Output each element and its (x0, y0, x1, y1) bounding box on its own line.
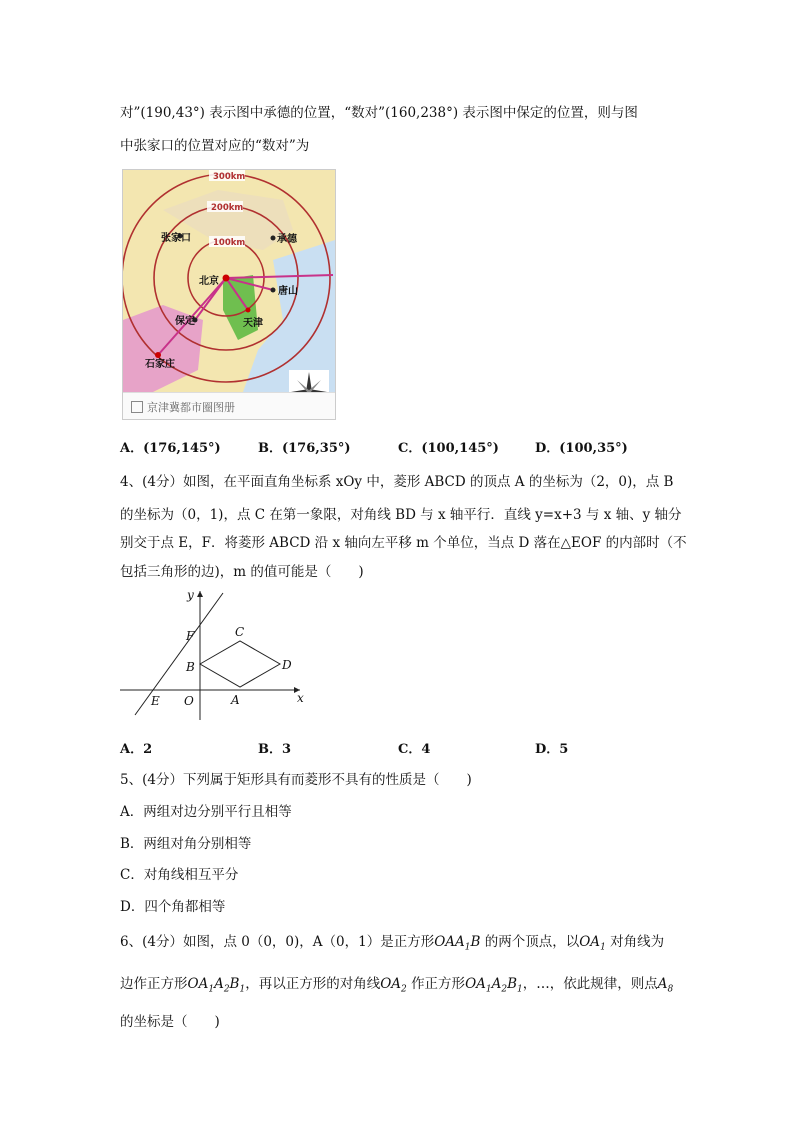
q6-line-1 (120, 930, 664, 953)
q6-line-2-d: ，…，依此规律，则点 (522, 976, 658, 992)
point-e-label: E (151, 694, 160, 708)
map-label-tianjin: 天津 (243, 318, 263, 329)
q4-line-3: 别交于点 E，F．将菱形 ABCD 沿 x 轴向左平移 m 个单位，当点 D 落在△EOF 的内部时（不 (120, 535, 687, 551)
map-drawing (123, 170, 335, 392)
q6-line-2-c: 作正方形 (411, 976, 466, 992)
math-oa1: $OA_1$ (579, 934, 606, 953)
map-label-chengde: 承德 (277, 234, 297, 245)
q5-stem: 5、(4分）下列属于矩形具有而菱形不具有的性质是（ ) (120, 772, 472, 788)
math-a8: $A_8$ (657, 976, 674, 995)
q3-line-2: 中张家口的位置对应的“数对”为 (120, 138, 310, 154)
q4-option-d: D．5 (535, 742, 569, 757)
map-label-beijing: 北京 (199, 276, 219, 287)
map-label-shijiazhuang: 石家庄 (145, 359, 175, 370)
map-caption-bar (123, 392, 335, 420)
q5-option-b: B．两组对角分别相等 (120, 836, 252, 852)
point-a-label: A (231, 693, 240, 707)
map-label-200km: 200km (211, 203, 244, 213)
q6-line-3: 的坐标是（ ) (120, 1014, 220, 1030)
q6-line-1-b: 的两个顶点，以 (484, 934, 580, 950)
gallery-icon (131, 401, 143, 413)
q3-option-b: B．(176,35°) (258, 441, 351, 456)
q6-line-1-c: 对角线为 (610, 934, 665, 950)
q5-option-d: D．四个角都相等 (120, 899, 226, 915)
q6-line-1-a: 6、(4分）如图，点 0（0，0)，A（0，1）是正方形 (120, 934, 435, 950)
point-d-label: D (282, 658, 292, 672)
point-o-label: O (184, 694, 194, 708)
map-caption: 京津冀都市圈图册 (147, 401, 235, 414)
q5-option-c: C．对角线相互平分 (120, 867, 239, 883)
math-square-oa1a2b1-2: $OA_1A_2B_1$ (465, 976, 523, 995)
axis-y-label: y (187, 588, 194, 602)
beijing-map-figure (122, 169, 336, 420)
map-label-zhangjiakou: 张家口 (161, 233, 191, 244)
q3-option-c: C．(100,145°) (398, 441, 499, 456)
q4-line-2: 的坐标为（0，1)，点 C 在第一象限，对角线 BD 与 x 轴平行．直线 y=x+3 与 x 轴、y 轴分 (120, 507, 682, 523)
point-f-label: F (186, 629, 195, 643)
point-c-label: C (235, 625, 245, 639)
q4-line-1: 4、(4分）如图，在平面直角坐标系 xOy 中，菱形 ABCD 的顶点 A 的坐标为（2，0)，点 B (120, 474, 674, 490)
rhombus-coordinate-figure (115, 585, 315, 725)
map-label-100km: 100km (213, 238, 246, 248)
q6-line-2 (120, 972, 673, 995)
math-square-oa1a2b1: $OA_1A_2B_1$ (187, 976, 246, 995)
q6-line-2-a: 边作正方形 (120, 976, 188, 992)
q3-option-d: D．(100,35°) (535, 441, 628, 456)
q4-line-4: 包括三角形的边)，m 的值可能是（ ) (120, 564, 364, 580)
axis-x-label: x (297, 691, 304, 705)
q4-option-b: B．3 (258, 742, 292, 757)
point-b-label: B (186, 660, 195, 674)
q6-line-2-b: ，再以正方形的对角线 (245, 976, 381, 992)
map-label-baoding: 保定 (175, 316, 195, 327)
q4-option-a: A．2 (120, 742, 153, 757)
q4-option-c: C．4 (398, 742, 431, 757)
q3-option-a: A．(176,145°) (120, 441, 221, 456)
q3-line-1: 对”(190,43°) 表示图中承德的位置，“数对”(160,238°) 表示图中保定的位置，则与图 (120, 105, 638, 121)
math-square-oaa1b: $OAA_1B$ (434, 934, 481, 953)
map-label-300km: 300km (213, 172, 246, 182)
map-label-tangshan: 唐山 (278, 286, 298, 297)
q5-option-a: A．两组对边分别平行且相等 (120, 804, 292, 820)
math-oa2: $OA_2$ (380, 976, 407, 995)
